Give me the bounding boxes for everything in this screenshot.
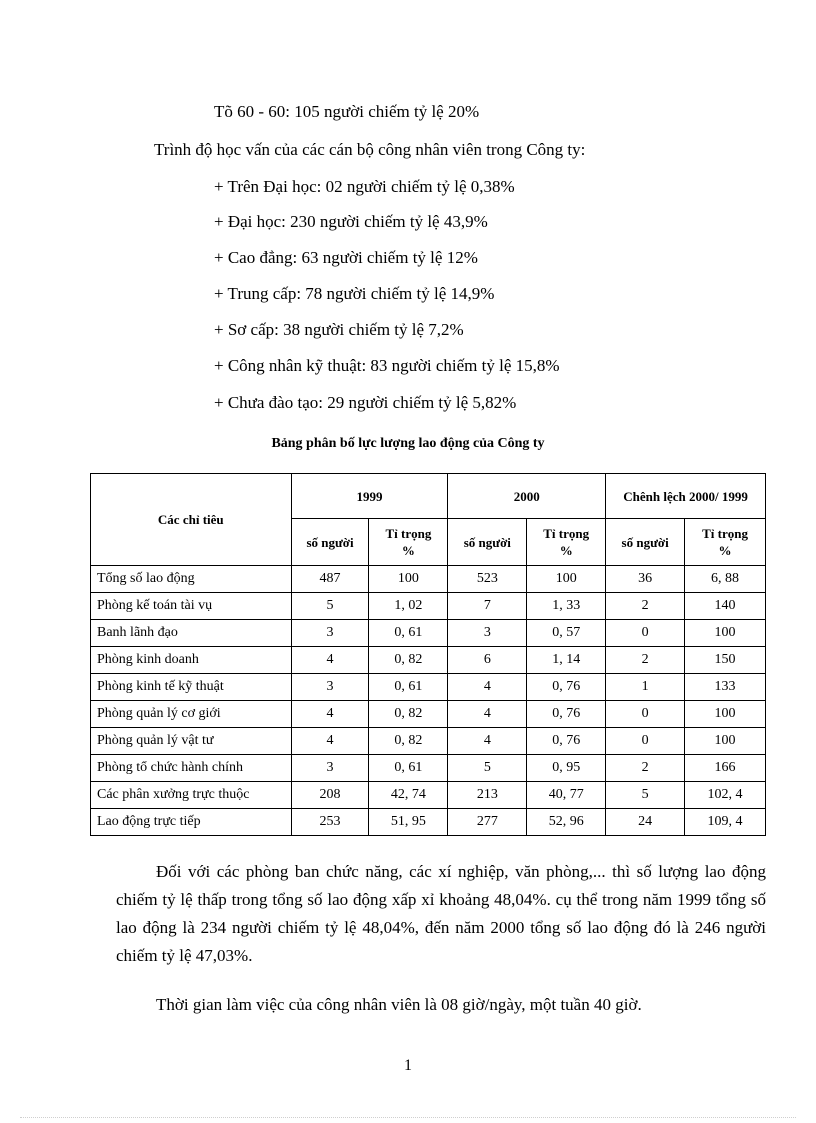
text-line-education-heading: Trình độ học vấn của các cán bộ công nhân viên trong Công ty: — [154, 140, 586, 159]
table-row — [91, 566, 766, 593]
table-cell: 5 — [606, 782, 685, 809]
table-cell: 3 — [448, 620, 527, 647]
text-line-intermediate: + Trung cấp: 78 người chiếm tỷ lệ 14,9% — [214, 284, 495, 303]
table-cell: 0, 76 — [527, 674, 606, 701]
text-line-age-group: Tõ 60 - 60: 105 người chiếm tỷ lệ 20% — [214, 102, 480, 121]
text-line-technical-worker: + Công nhân kỹ thuật: 83 người chiếm tỷ lệ 15,8% — [214, 356, 560, 375]
table-cell: 100 — [685, 701, 766, 728]
table-cell: 0 — [606, 620, 685, 647]
text-line-untrained: + Chưa đào tạo: 29 người chiếm tỷ lệ 5,82% — [214, 393, 517, 412]
paragraph-departments: Đối với các phòng ban chức năng, các xí nghiệp, văn phòng,... thì số lượng lao động chiếm tỷ lệ thấp trong tổng số lao động xấp xỉ khoảng 48,04%. cụ thể trong năm 1999 tổng số lao động là 234 người chiếm tỷ lệ 48,04%, đến năm 2000 tổng số lao động đó là 246 người chiếm tỷ lệ 47,03%. — [116, 862, 766, 965]
table-cell: 0, 82 — [369, 728, 448, 755]
table-cell: 0, 95 — [527, 755, 606, 782]
text-line-college: + Cao đẳng: 63 người chiếm tỷ lệ 12% — [214, 248, 478, 267]
table-cell: 2 — [606, 593, 685, 620]
table-cell: 100 — [685, 620, 766, 647]
table-cell: 4 — [448, 701, 527, 728]
header-criteria: Các chỉ tiêu — [91, 474, 292, 566]
row-label: Phòng kinh tế kỹ thuật — [91, 674, 292, 701]
table-cell: 4 — [291, 701, 369, 728]
table-cell: 1, 02 — [369, 593, 448, 620]
row-label: Lao động trực tiếp — [91, 809, 292, 836]
table-cell: 523 — [448, 566, 527, 593]
table-cell: 0, 82 — [369, 701, 448, 728]
table-cell: 36 — [606, 566, 685, 593]
page-number: 1 — [404, 1057, 412, 1074]
text-line-elementary: + Sơ cấp: 38 người chiếm tỷ lệ 7,2% — [214, 320, 464, 339]
row-label: Phòng quản lý cơ giới — [91, 701, 292, 728]
table-cell: 140 — [685, 593, 766, 620]
table-cell: 4 — [291, 728, 369, 755]
table-cell: 100 — [685, 728, 766, 755]
table-cell: 150 — [685, 647, 766, 674]
table-cell: 0, 61 — [369, 620, 448, 647]
subheader-ratio: Tỉ trọng % — [685, 519, 766, 566]
row-label: Phòng tổ chức hành chính — [91, 755, 292, 782]
table-cell: 4 — [291, 647, 369, 674]
table-cell: 277 — [448, 809, 527, 836]
table-cell: 0 — [606, 728, 685, 755]
table-cell: 253 — [291, 809, 369, 836]
subheader-count: số người — [291, 519, 369, 566]
table-cell: 213 — [448, 782, 527, 809]
table-cell: 0, 82 — [369, 647, 448, 674]
table-cell: 52, 96 — [527, 809, 606, 836]
table-cell: 4 — [448, 728, 527, 755]
labor-distribution-table — [90, 473, 766, 836]
table-cell: 7 — [448, 593, 527, 620]
table-cell: 6, 88 — [685, 566, 766, 593]
table-cell: 6 — [448, 647, 527, 674]
table-cell: 133 — [685, 674, 766, 701]
footer-divider — [20, 1117, 796, 1118]
table-cell: 3 — [291, 674, 369, 701]
table-cell: 24 — [606, 809, 685, 836]
subheader-count: số người — [448, 519, 527, 566]
row-label: Phòng kế toán tài vụ — [91, 593, 292, 620]
table-row — [91, 674, 766, 701]
table-cell: 109, 4 — [685, 809, 766, 836]
table-row — [91, 728, 766, 755]
table-row — [91, 809, 766, 836]
row-label: Tổng số lao động — [91, 566, 292, 593]
table-cell: 1, 14 — [527, 647, 606, 674]
row-label: Các phân xưởng trực thuộc — [91, 782, 292, 809]
table-cell: 100 — [527, 566, 606, 593]
table-cell: 2 — [606, 755, 685, 782]
header-year-2000: 2000 — [448, 474, 606, 519]
table-cell: 0, 61 — [369, 755, 448, 782]
table-caption: Bảng phân bố lực lượng lao động của Công ty — [271, 436, 545, 451]
table-cell: 4 — [448, 674, 527, 701]
table-row — [91, 620, 766, 647]
table-cell: 2 — [606, 647, 685, 674]
table-cell: 3 — [291, 620, 369, 647]
table-cell: 5 — [448, 755, 527, 782]
table-cell: 51, 95 — [369, 809, 448, 836]
header-year-1999: 1999 — [291, 474, 448, 519]
table-cell: 0, 57 — [527, 620, 606, 647]
table-cell: 102, 4 — [685, 782, 766, 809]
table-cell: 1, 33 — [527, 593, 606, 620]
table-cell: 40, 77 — [527, 782, 606, 809]
row-label: Banh lãnh đạo — [91, 620, 292, 647]
header-difference: Chênh lệch 2000/ 1999 — [606, 474, 766, 519]
table-row — [91, 593, 766, 620]
table-cell: 100 — [369, 566, 448, 593]
subheader-ratio: Tỉ trọng % — [369, 519, 448, 566]
paragraph-working-hours: Thời gian làm việc của công nhân viên là 08 giờ/ngày, một tuần 40 giờ. — [156, 995, 642, 1014]
table-cell: 0, 61 — [369, 674, 448, 701]
table-cell: 1 — [606, 674, 685, 701]
table-row — [91, 647, 766, 674]
table-cell: 208 — [291, 782, 369, 809]
row-label: Phòng quản lý vật tư — [91, 728, 292, 755]
text-line-postgraduate: + Trên Đại học: 02 người chiếm tỷ lệ 0,38% — [214, 177, 515, 196]
table-row — [91, 782, 766, 809]
table-cell: 487 — [291, 566, 369, 593]
table-cell: 0, 76 — [527, 728, 606, 755]
table-cell: 0, 76 — [527, 701, 606, 728]
row-label: Phòng kinh doanh — [91, 647, 292, 674]
table-cell: 3 — [291, 755, 369, 782]
subheader-count: số người — [606, 519, 685, 566]
text-line-university: + Đại học: 230 người chiếm tỷ lệ 43,9% — [214, 212, 488, 231]
table-row — [91, 755, 766, 782]
table-cell: 0 — [606, 701, 685, 728]
subheader-ratio: Tỉ trọng % — [527, 519, 606, 566]
table-cell: 42, 74 — [369, 782, 448, 809]
table-cell: 166 — [685, 755, 766, 782]
table-cell: 5 — [291, 593, 369, 620]
table-row — [91, 701, 766, 728]
